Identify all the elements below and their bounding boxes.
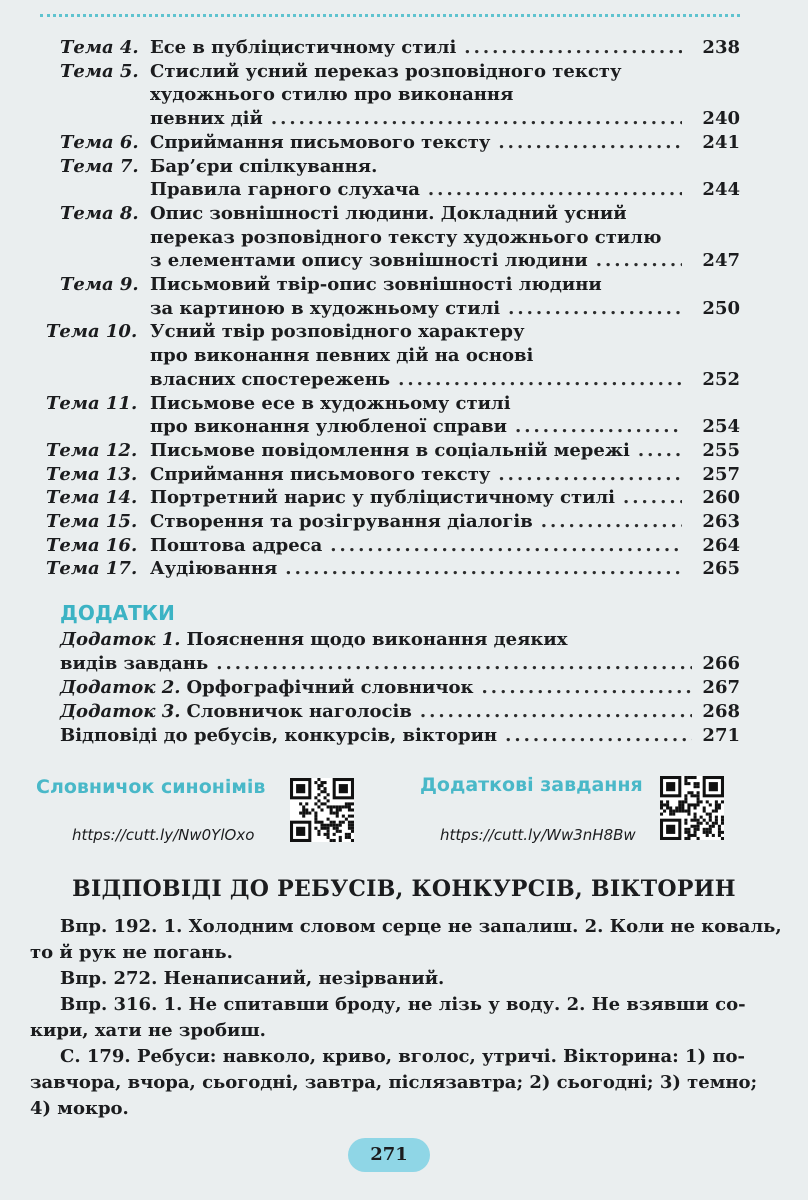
- answer-line: то й рук не погань.: [30, 942, 233, 963]
- toc-page-number: 257: [702, 463, 740, 485]
- toc-label: Тема 10.: [46, 321, 138, 343]
- answer-line: С. 179. Ребуси: навколо, криво, вголос, утричі. Вікторина: 1) по-: [60, 1046, 746, 1067]
- appendix-label: Додаток 3.: [60, 701, 181, 722]
- toc-label: Тема 14.: [46, 487, 138, 509]
- toc-title: Бар’єри спілкування.: [150, 155, 378, 177]
- leader-dots: [285, 557, 682, 581]
- appendix-item-1-cont[interactable]: [60, 652, 740, 676]
- answer-line: 4) мокро.: [30, 1098, 129, 1119]
- appendix-item-1[interactable]: [60, 628, 740, 652]
- appendix-page: 268: [702, 701, 740, 722]
- toc-page-number: 265: [702, 558, 740, 580]
- appendix-title: Орфографічний словничок: [186, 677, 474, 698]
- toc-label: Тема 15.: [46, 511, 138, 532]
- qr-url-synonyms[interactable]: https://cutt.ly/Nw0YlOxo: [72, 826, 255, 844]
- page-number-badge: 271: [348, 1138, 430, 1172]
- toc-title: Письмовий твір-опис зовнішності людини: [150, 274, 602, 295]
- qr-caption-extra-tasks: Додаткові завдання: [420, 774, 643, 796]
- leader-dots: [541, 510, 682, 534]
- toc-title-line: [150, 557, 690, 581]
- toc-title: переказ розповідного тексту художнього стилю: [150, 226, 662, 248]
- leader-dots: [505, 724, 692, 748]
- toc-title-line: [150, 392, 740, 416]
- toc-page-number: 250: [702, 297, 740, 319]
- toc-title-line: [150, 534, 690, 558]
- leader-dots: [508, 297, 682, 321]
- toc-title: про виконання певних дій на основі: [150, 345, 534, 367]
- toc-label: Тема 9.: [60, 274, 139, 295]
- toc-title-line: [150, 510, 690, 534]
- toc-title: певних дій: [150, 108, 263, 130]
- qr-url-extra-tasks[interactable]: https://cutt.ly/Ww3nH8Bw: [440, 826, 636, 844]
- appendix-title: Словничок наголосів: [186, 701, 412, 722]
- leader-dots: [498, 463, 682, 487]
- toc-page-number: 264: [702, 534, 740, 556]
- toc-title: про виконання улюбленої справи: [150, 416, 507, 438]
- toc-title-line: [150, 202, 740, 226]
- qr-code-graphic: [290, 778, 354, 842]
- leader-dots: [398, 368, 682, 392]
- toc-title: Створення та розігрування діалогів: [150, 511, 533, 532]
- toc-label: Тема 7.: [60, 155, 139, 177]
- leader-dots: [216, 652, 692, 676]
- leader-dots: [638, 439, 682, 463]
- appendix-item-3[interactable]: [60, 700, 740, 724]
- toc-title: за картиною в художньому стилі: [150, 297, 501, 319]
- toc-label: Тема 12.: [46, 439, 138, 461]
- toc-title: художнього стилю про виконання: [150, 84, 514, 106]
- toc-title-line: [150, 83, 740, 107]
- toc-title-line: [150, 155, 740, 179]
- appendix-item-2[interactable]: [60, 676, 740, 700]
- toc-label: Тема 6.: [60, 131, 139, 153]
- toc-title: Усний твір розповідного характеру: [150, 321, 525, 343]
- appendix-page: 266: [702, 653, 740, 674]
- toc-title-line: [150, 36, 690, 60]
- toc-title: Письмове повідомлення в соціальній мережі: [150, 439, 630, 461]
- toc-title: Аудіювання: [150, 558, 278, 580]
- leader-dots: [482, 676, 692, 700]
- toc-title-line: [150, 131, 690, 155]
- answer-line: Впр. 272. Ненаписаний, незірваний.: [60, 968, 445, 989]
- appendix-label: Додаток 2.: [60, 677, 181, 698]
- toc-title: Правила гарного слухача: [150, 179, 420, 201]
- toc-title: Поштова адреса: [150, 534, 323, 556]
- appendix-title-cont: видів завдань: [60, 653, 209, 674]
- toc-label: Тема 13.: [46, 463, 138, 485]
- toc-page-number: 254: [702, 416, 740, 438]
- leader-dots: [498, 131, 682, 155]
- toc-title-line: [150, 273, 740, 297]
- qr-caption-synonyms: Словничок синонімів: [36, 776, 266, 798]
- toc-title-line: [150, 415, 690, 439]
- answer-line: кири, хати не зробиш.: [30, 1020, 266, 1041]
- leader-dots: [330, 534, 682, 558]
- toc-label: Тема 5.: [60, 60, 139, 82]
- toc-label: Тема 17.: [46, 558, 138, 580]
- toc-title-line: [150, 178, 690, 202]
- toc-page-number: 260: [702, 487, 740, 509]
- toc-page-number: 240: [702, 108, 740, 130]
- leader-dots: [271, 107, 682, 131]
- toc-page-number: 252: [702, 368, 740, 390]
- top-dotted-rule: [40, 14, 740, 17]
- leader-dots: [428, 178, 682, 202]
- appendix-title: Відповіді до ребусів, конкурсів, вікторин: [60, 725, 498, 746]
- toc-title-line: [150, 297, 690, 321]
- appendix-page: 267: [702, 677, 740, 698]
- qr-code-icon[interactable]: [660, 776, 724, 840]
- appendix-title: Пояснення щодо виконання деяких: [186, 629, 568, 650]
- toc-title-line: [150, 107, 690, 131]
- leader-dots: [596, 249, 682, 273]
- leader-dots: [420, 700, 692, 724]
- toc-title-line: [150, 344, 740, 368]
- toc-label: Тема 8.: [60, 202, 139, 224]
- toc-title-line: [150, 439, 690, 463]
- toc-title: Сприймання письмового тексту: [150, 131, 491, 153]
- toc-page-number: 238: [702, 37, 740, 58]
- toc-title-line: [150, 320, 740, 344]
- toc-title: Письмове есе в художньому стилі: [150, 392, 511, 414]
- toc-title-line: [150, 60, 740, 84]
- appendix-page: 271: [702, 725, 740, 746]
- toc-page-number: 255: [702, 439, 740, 461]
- toc-label: Тема 4.: [60, 37, 139, 58]
- toc-title-line: [150, 486, 690, 510]
- toc-title-line: [150, 463, 690, 487]
- leader-dots: [623, 486, 682, 510]
- toc-page-number: 241: [702, 131, 740, 153]
- toc-title: Сприймання письмового тексту: [150, 463, 491, 485]
- toc-title-line: [150, 249, 690, 273]
- answer-line: завчора, вчора, сьогодні, завтра, післязавтра; 2) сьогодні; 3) темно;: [30, 1072, 758, 1093]
- leader-dots: [515, 415, 682, 439]
- appendix-label: Додаток 1.: [60, 629, 181, 650]
- leader-dots: [464, 36, 682, 60]
- toc-title: Есе в публіцистичному стилі: [150, 37, 457, 58]
- qr-code-icon[interactable]: [290, 778, 354, 842]
- appendix-heading: ДОДАТКИ: [60, 601, 175, 625]
- toc-title-line: [150, 226, 740, 250]
- toc-title: з елементами опису зовнішності людини: [150, 250, 588, 272]
- toc-title: Стислий усний переказ розповідного тексту: [150, 60, 622, 82]
- toc-page-number: 263: [702, 511, 740, 532]
- toc-title: Опис зовнішності людини. Докладний усний: [150, 202, 627, 224]
- toc-page-number: 244: [702, 179, 740, 201]
- qr-code-graphic: [660, 776, 724, 840]
- toc-label: Тема 16.: [46, 534, 138, 556]
- toc-title-line: [150, 368, 690, 392]
- toc-label: Тема 11.: [46, 392, 138, 414]
- toc-title: власних спостережень: [150, 368, 391, 390]
- answer-line: Впр. 316. 1. Не спитавши броду, не лізь у воду. 2. Не взявши со-: [60, 994, 746, 1015]
- toc-title: Портретний нарис у публіцистичному стилі: [150, 487, 615, 509]
- toc-page-number: 247: [702, 250, 740, 272]
- answers-title: ВІДПОВІДІ ДО РЕБУСІВ, КОНКУРСІВ, ВІКТОРИН: [72, 876, 736, 902]
- answer-line: Впр. 192. 1. Холодним словом серце не запалиш. 2. Коли не коваль,: [60, 916, 782, 937]
- appendix-item-answers[interactable]: [60, 724, 740, 748]
